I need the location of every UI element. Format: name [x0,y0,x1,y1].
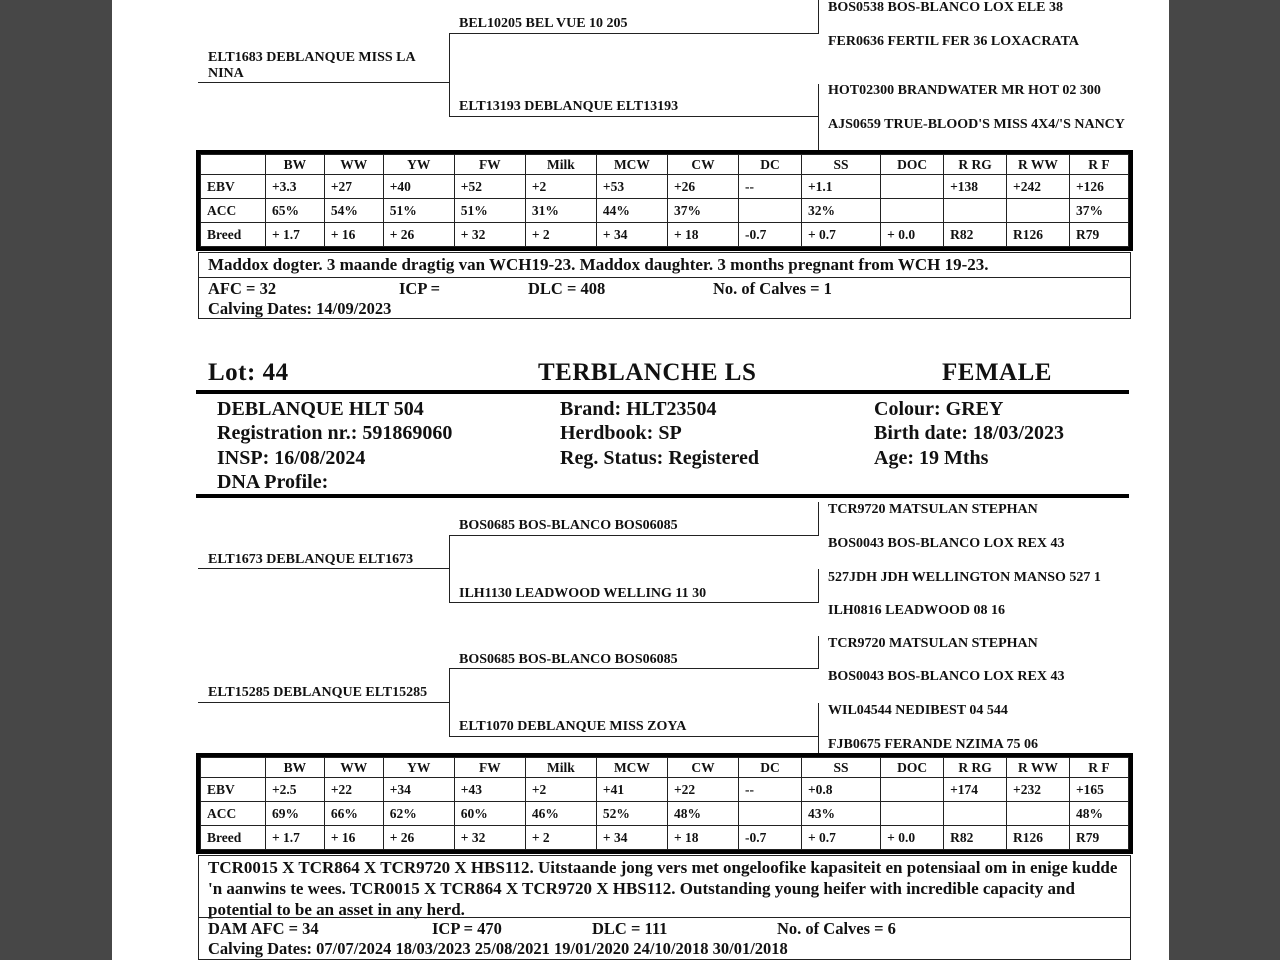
table-cell: R82 [944,223,1007,247]
table-cell: 52% [596,802,667,826]
column-header: DC [739,155,802,175]
calving-dates: Calving Dates: 14/09/2023 [208,299,392,318]
pedigree-gg4: ILH0816 LEADWOOD 08 16 [828,603,1005,618]
table-cell: R126 [1007,223,1070,247]
table-cell: + 1.7 [265,223,324,247]
pedigree-gg6: BOS0043 BOS-BLANCO LOX REX 43 [828,669,1065,684]
table-cell [944,199,1007,223]
pedigree-sire-dam: ILH1130 LEADWOOD WELLING 11 30 [459,586,707,601]
table-cell: +3.3 [265,175,324,199]
column-header: Milk [525,155,596,175]
table-cell [1007,199,1070,223]
pedigree-gg4: AJS0659 TRUE-BLOOD'S MISS 4X4/'S NANCY [828,117,1125,132]
dam-afc: DAM AFC = 34 [208,919,319,938]
table-cell: + 34 [596,826,667,850]
column-header: SS [801,758,880,778]
pedigree-gg8: FJB0675 FERANDE NZIMA 75 06 [828,737,1039,752]
column-header: YW [383,155,454,175]
pedigree-dam-sire: BEL10205 BEL VUE 10 205 [459,16,628,31]
table-cell: +41 [596,778,667,802]
table-cell: 37% [667,199,738,223]
table-cell: 62% [383,802,454,826]
table-cell: +1.1 [801,175,880,199]
table-cell [881,802,944,826]
dlc: DLC = 408 [528,279,606,298]
column-header: BW [265,155,324,175]
table-cell: +34 [383,778,454,802]
column-header: YW [383,758,454,778]
table-header-row [201,758,1129,778]
table-cell: + 18 [667,223,738,247]
table-cell: + 0.7 [801,826,880,850]
table-cell: 66% [324,802,383,826]
table-cell: 48% [1069,802,1128,826]
table-cell: +242 [1007,175,1070,199]
table-cell: +165 [1069,778,1128,802]
pedigree-sire: ELT1673 DEBLANQUE ELT1673 [208,552,414,567]
row-label: Breed [201,223,266,247]
column-header: R F [1069,155,1128,175]
birth-date: Birth date: 18/03/2023 [874,422,1064,444]
table-cell [881,199,944,223]
afc: AFC = 32 [208,279,277,298]
column-header: FW [454,758,525,778]
table-cell: +2 [525,175,596,199]
table-row [201,802,1129,826]
table-cell [881,778,944,802]
table-cell: 43% [801,802,880,826]
table-cell: -0.7 [739,826,802,850]
table-cell: 48% [667,802,738,826]
table-cell: +22 [324,778,383,802]
column-header: DOC [881,155,944,175]
table-cell: + 32 [454,826,525,850]
pedigree-dam-dam: ELT1070 DEBLANQUE MISS ZOYA [459,719,687,734]
table-cell: -- [739,175,802,199]
table-row [201,199,1129,223]
table-cell: R79 [1069,223,1128,247]
table-cell: 60% [454,802,525,826]
pedigree-gg2: BOS0043 BOS-BLANCO LOX REX 43 [828,536,1065,551]
table-cell: + 18 [667,826,738,850]
breeder-name: TERBLANCHE LS [538,359,757,386]
dna-profile: DNA Profile: [217,471,329,493]
column-header: SS [801,155,880,175]
table-cell: + 2 [525,826,596,850]
row-label: EBV [201,175,266,199]
pedigree-sire-sire: BOS0685 BOS-BLANCO BOS06085 [459,518,678,533]
pedigree-gg1: BOS0538 BOS-BLANCO LOX ELE 38 [828,0,1063,15]
table-cell [944,802,1007,826]
document-page[interactable] [112,0,1169,960]
calves: No. of Calves = 6 [777,919,896,938]
pedigree-gg7: WIL04544 NEDIBEST 04 544 [828,703,1008,718]
pedigree-gg3: 527JDH JDH WELLINGTON MANSO 527 1 [828,570,1101,585]
pedigree-gg1: TCR9720 MATSULAN STEPHAN [828,502,1038,517]
pedigree-gg2: FER0636 FERTIL FER 36 LOXACRATA [828,34,1080,49]
pedigree-gg5: TCR9720 MATSULAN STEPHAN [828,636,1038,651]
column-header: Milk [525,758,596,778]
row-label: ACC [201,199,266,223]
table-cell: + 16 [324,223,383,247]
table-cell: + 26 [383,223,454,247]
registration-nr: Registration nr.: 591869060 [217,422,453,444]
column-header [201,758,266,778]
colour: Colour: GREY [874,398,1004,420]
table-cell: +138 [944,175,1007,199]
column-header: R RG [944,155,1007,175]
table-cell: + 0.7 [801,223,880,247]
table-cell: 51% [383,199,454,223]
column-header: BW [265,758,324,778]
column-header: R RG [944,758,1007,778]
column-header: DOC [881,758,944,778]
prev-stats [198,277,1131,319]
column-header: R F [1069,758,1128,778]
table-cell: R126 [1007,826,1070,850]
lot-remark: TCR0015 X TCR864 X TCR9720 X HBS112. Uitstaande jong vers met ongeloofike kapasiteit en potensiaal om in enige kudde 'n aanwins te wees. TCR0015 X TCR864 X TCR9720 X HBS112. Outstanding young heifer with incredible capacity and potential to be an asset in any herd. [198,855,1131,918]
column-header: WW [324,758,383,778]
table-cell: -- [739,778,802,802]
table-cell: + 34 [596,223,667,247]
row-label: EBV [201,778,266,802]
column-header: DC [739,758,802,778]
ebv-table [196,753,1133,854]
brand: Brand: HLT23504 [560,398,717,420]
table-cell: 54% [324,199,383,223]
table-cell: + 16 [324,826,383,850]
lot-stats [198,917,1131,960]
lot-number: Lot: 44 [208,359,289,386]
table-cell: +43 [454,778,525,802]
viewer-right-margin [1169,0,1280,960]
table-cell: + 1.7 [265,826,324,850]
table-cell: +0.8 [801,778,880,802]
inspection-date: INSP: 16/08/2024 [217,447,366,469]
icp: ICP = 470 [432,919,502,938]
table-cell: +40 [383,175,454,199]
column-header: WW [324,155,383,175]
table-row [201,223,1129,247]
table-cell: + 26 [383,826,454,850]
table-row [201,175,1129,199]
table-header-row [201,155,1129,175]
age: Age: 19 Mths [874,447,989,469]
table-cell: +22 [667,778,738,802]
table-cell: 69% [265,802,324,826]
table-cell: -0.7 [739,223,802,247]
pedigree-dam: ELT1683 DEBLANQUE MISS LA NINA [208,50,415,81]
animal-sex: FEMALE [942,359,1052,386]
reg-status: Reg. Status: Registered [560,447,760,469]
column-header: CW [667,155,738,175]
table-cell: 31% [525,199,596,223]
table-cell: +52 [454,175,525,199]
prev-remark: Maddox dogter. 3 maande dragtig van WCH19-23. Maddox daughter. 3 months pregnant from WCH 19-23. [198,252,1131,278]
calves: No. of Calves = 1 [713,279,832,298]
table-cell [739,802,802,826]
table-cell: +174 [944,778,1007,802]
pedigree-dam-sire: BOS0685 BOS-BLANCO BOS06085 [459,652,678,667]
row-label: ACC [201,802,266,826]
column-header [201,155,266,175]
table-cell: +2 [525,778,596,802]
table-cell: 65% [265,199,324,223]
dlc: DLC = 111 [592,919,668,938]
column-header: MCW [596,155,667,175]
table-cell: 44% [596,199,667,223]
row-label: Breed [201,826,266,850]
table-cell: R82 [944,826,1007,850]
table-cell: +27 [324,175,383,199]
viewer-left-margin [0,0,112,960]
herdbook: Herdbook: SP [560,422,682,444]
table-cell: 51% [454,199,525,223]
table-cell: +2.5 [265,778,324,802]
table-row [201,778,1129,802]
table-cell [881,175,944,199]
table-cell: 46% [525,802,596,826]
column-header: FW [454,155,525,175]
table-cell [739,199,802,223]
table-cell: +232 [1007,778,1070,802]
column-header: R WW [1007,758,1070,778]
table-cell: + 0.0 [881,223,944,247]
table-cell: +26 [667,175,738,199]
prev-ebv-table [196,150,1133,251]
column-header: R WW [1007,155,1070,175]
table-cell: +53 [596,175,667,199]
table-cell: + 0.0 [881,826,944,850]
calving-dates: Calving Dates: 07/07/2024 18/03/2023 25/08/2021 19/01/2020 24/10/2018 30/01/2018 [208,939,788,958]
table-cell: 32% [801,199,880,223]
pedigree-dam-dam: ELT13193 DEBLANQUE ELT13193 [459,99,679,114]
table-cell: 37% [1069,199,1128,223]
table-cell: R79 [1069,826,1128,850]
table-cell: + 32 [454,223,525,247]
table-cell [1007,802,1070,826]
table-cell: +126 [1069,175,1128,199]
animal-name: DEBLANQUE HLT 504 [217,398,424,420]
icp: ICP = [399,279,441,298]
table-row [201,826,1129,850]
pedigree-dam: ELT15285 DEBLANQUE ELT15285 [208,685,428,700]
column-header: CW [667,758,738,778]
column-header: MCW [596,758,667,778]
table-cell: + 2 [525,223,596,247]
pedigree-gg3: HOT02300 BRANDWATER MR HOT 02 300 [828,83,1101,98]
